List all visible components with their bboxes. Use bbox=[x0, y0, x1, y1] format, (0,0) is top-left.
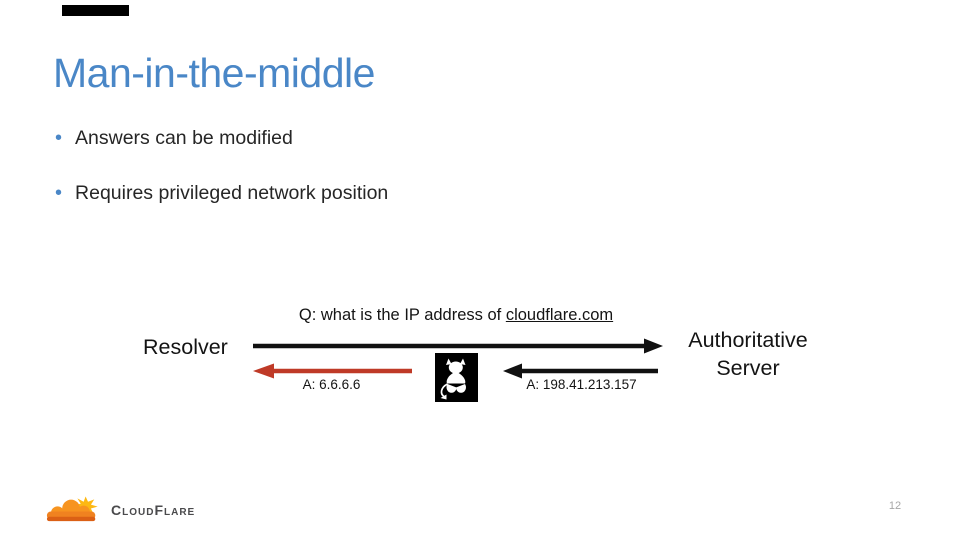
resolver-node-label: Resolver bbox=[143, 335, 228, 359]
cloudflare-logo-text: CloudFlare bbox=[111, 502, 196, 518]
devil-baby-icon bbox=[435, 353, 478, 402]
top-left-mark bbox=[62, 5, 129, 16]
bullet-dot-icon: • bbox=[55, 182, 63, 204]
query-label bbox=[240, 306, 672, 325]
cloudflare-logo bbox=[45, 496, 195, 524]
bullet-list bbox=[55, 126, 388, 236]
query-arrow bbox=[253, 339, 663, 354]
bullet-text: Answers can be modified bbox=[75, 127, 293, 149]
bullet-item bbox=[55, 181, 388, 205]
cloudflare-cloud-icon bbox=[45, 496, 103, 524]
bullet-item bbox=[55, 126, 388, 150]
query-label-prefix: Q: what is the IP address of bbox=[298, 306, 506, 324]
slide-title: Man-in-the-middle bbox=[53, 50, 375, 96]
query-label-domain: cloudflare.com bbox=[505, 306, 614, 324]
authoritative-node-label: Authoritative Server bbox=[688, 328, 808, 381]
forged-answer-label: A: 6.6.6.6 bbox=[302, 377, 361, 392]
page-number: 12 bbox=[888, 500, 902, 512]
bullet-text: Requires privileged network position bbox=[75, 182, 389, 204]
real-answer-label: A: 198.41.213.157 bbox=[526, 377, 637, 392]
bullet-dot-icon: • bbox=[55, 127, 63, 149]
